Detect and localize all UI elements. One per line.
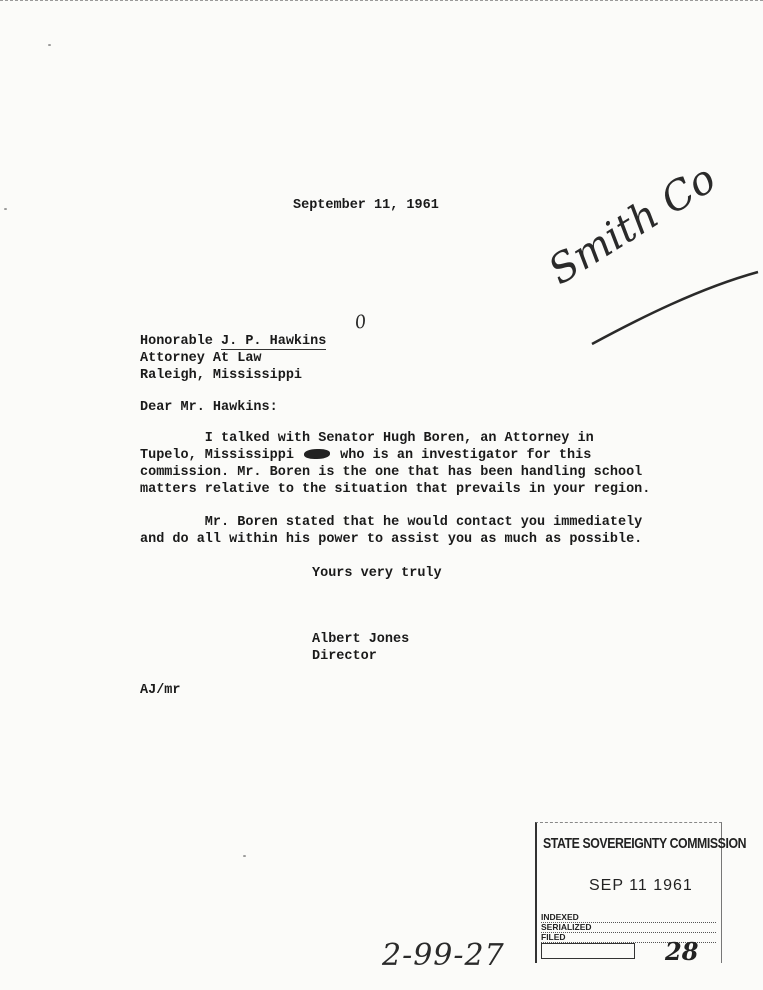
handwritten-county-note: Smith Co bbox=[540, 155, 724, 294]
stamp-filed: FILED bbox=[541, 933, 716, 943]
paragraph-2 bbox=[140, 514, 642, 548]
stamp-indexed: INDEXED bbox=[541, 913, 716, 923]
para1-line4: matters relative to the situation that prevails in your region. bbox=[140, 482, 651, 497]
stamp-box bbox=[541, 943, 635, 959]
paper-speck bbox=[48, 44, 51, 46]
para1-line3: commission. Mr. Boren is the one that has been handling school bbox=[140, 465, 643, 480]
handwritten-underline-stroke bbox=[590, 268, 760, 348]
signature-block bbox=[312, 631, 409, 665]
recipient-title: Attorney At Law bbox=[140, 351, 262, 366]
strikeout-scribble bbox=[304, 449, 330, 459]
para1-line2b: who is an investigator for this bbox=[340, 448, 592, 463]
stamp-title: STATE SOVEREIGNTY COMMISSION bbox=[543, 835, 747, 852]
paragraph-1 bbox=[140, 430, 650, 498]
signer-title: Director bbox=[312, 649, 377, 664]
recipient-prefix: Honorable bbox=[140, 334, 222, 349]
handwritten-file-number: 2-99-27 bbox=[382, 938, 505, 973]
para1-line2a: Tupelo, Mississippi bbox=[140, 448, 294, 463]
typist-initials: AJ/mr bbox=[140, 683, 181, 698]
top-edge-rule bbox=[0, 0, 763, 5]
handwritten-name-mark: 0 bbox=[353, 311, 369, 334]
recipient-address bbox=[140, 333, 326, 384]
para2-line2: and do all within his power to assist you as much as possible. bbox=[140, 532, 643, 547]
salutation: Dear Mr. Hawkins: bbox=[140, 400, 278, 415]
stamp-serialized: SERIALIZED bbox=[541, 923, 716, 933]
paper-speck bbox=[243, 855, 246, 857]
stamp-number: 28 bbox=[665, 937, 699, 966]
paper-speck bbox=[4, 208, 7, 210]
stamp-date: SEP 11 1961 bbox=[589, 877, 693, 894]
letter-date: September 11, 1961 bbox=[293, 198, 439, 213]
signer-name: Albert Jones bbox=[312, 632, 410, 647]
recipient-location: Raleigh, Mississippi bbox=[140, 368, 303, 383]
recipient-name: J. P. Hawkins bbox=[221, 334, 327, 349]
para2-line1: Mr. Boren stated that he would contact you immediately bbox=[140, 515, 643, 530]
para1-line1: I talked with Senator Hugh Boren, an Attorney in bbox=[140, 431, 594, 446]
received-stamp bbox=[535, 822, 747, 966]
closing: Yours very truly bbox=[312, 566, 442, 581]
